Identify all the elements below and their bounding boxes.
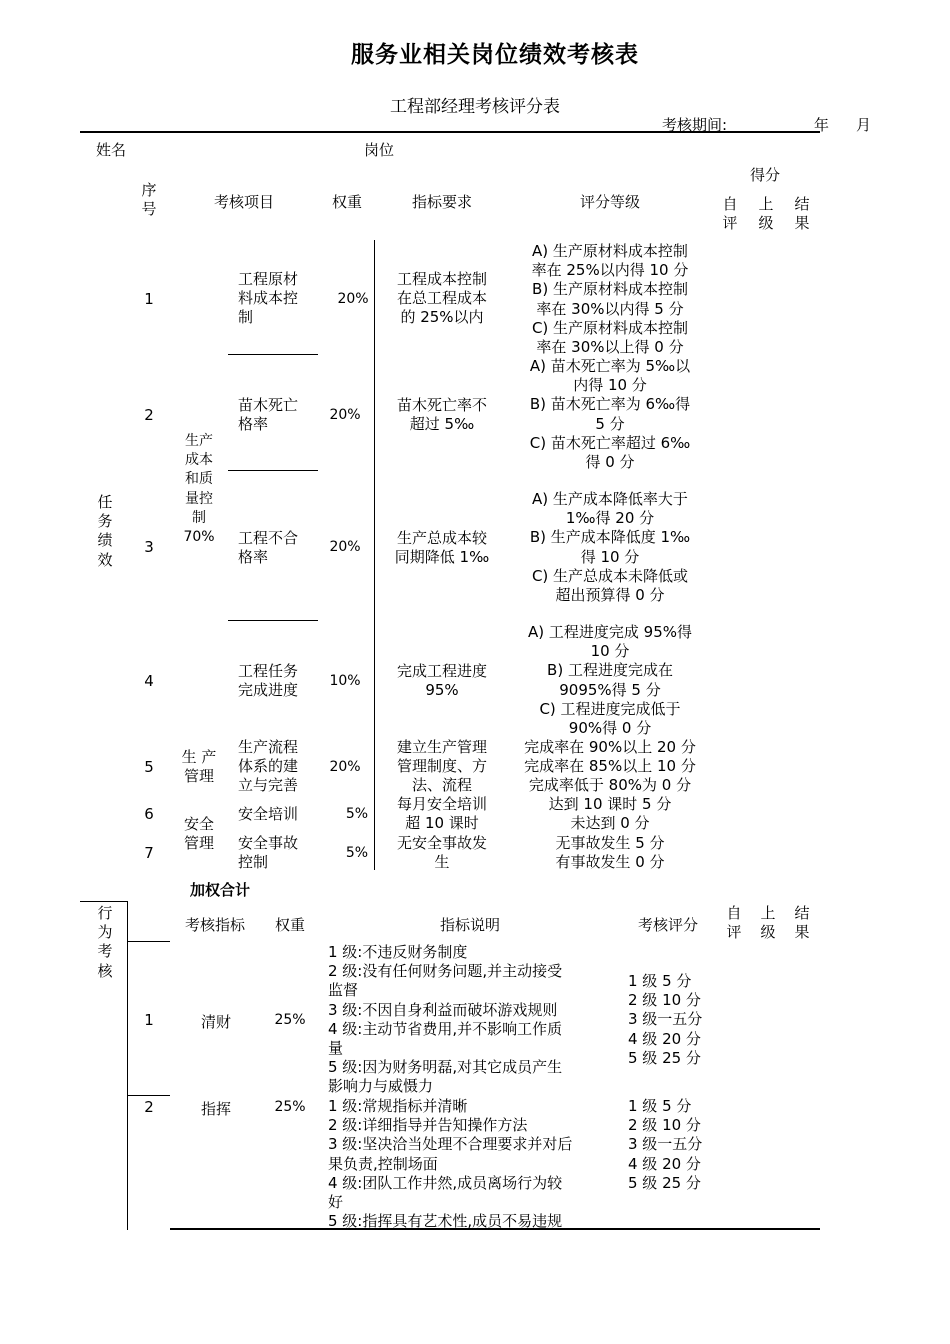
behavior-header-rule (128, 941, 170, 942)
task-row-6-requirement: 每月安全培训 超 10 课时 (396, 795, 487, 833)
task-row-1-seq: 1 (144, 290, 154, 308)
task-row-5-weight: 20% (329, 759, 361, 775)
behavior-row-2-description: 1 级:常规指标并清晰 2 级:详细指导并告知操作方法 3 级:坚决洽当处理不合理要求并对后 果负责,控制场面 4 级:团队工作井然,成员离场行为较 好 5 级:指挥具有艺术性,成员不易违规 (328, 1097, 573, 1231)
row-divider (228, 470, 318, 471)
grade-header: 评分等级 (579, 193, 640, 211)
behavior-row-1-indicator: 清财 (200, 1013, 231, 1031)
task-row-7-grade: 无事故发生 5 分 有事故发生 0 分 (555, 834, 665, 872)
top-rule (80, 131, 820, 133)
behavior-row-1-description: 1 级:不违反财务制度 2 级:没有任何财务问题,并主动接受 监督 3 级:不因自身利益而破坏游戏规则 4 级:主动节省费用,并不影响工作质 量 5 级:因为财务明磊,对其它成员产生 影响力与威慑力 (328, 943, 563, 1096)
task-row-7-item: 安全事故 控制 (238, 834, 299, 872)
seq-header: 序 号 (141, 181, 157, 219)
task-row-5-seq: 5 (144, 758, 154, 776)
task-row-4-grade: A) 工程进度完成 95%得 10 分 B) 工程进度完成在 9095%得 5 分 C) 工程进度完成低于 90%得 0 分 (528, 623, 692, 738)
weighted-total-label: 加权合计 (190, 881, 251, 899)
behavior-row-2-indicator: 指挥 (200, 1100, 231, 1118)
document-title: 服务业相关岗位绩效考核表 (351, 41, 639, 68)
group-production-management: 生 产 管理 (181, 748, 217, 786)
row-divider (228, 354, 318, 355)
task-performance-label: 任 务 绩 效 (97, 493, 113, 569)
task-row-5-item: 生产流程 体系的建 立与完善 (238, 738, 299, 795)
behavior-top-rule (80, 901, 128, 902)
behavior-left-border (127, 901, 128, 1230)
task-row-7-weight: 5% (345, 845, 369, 861)
behavior-superior-header: 上 级 (760, 904, 776, 942)
group-safety-management: 安全 管理 (183, 815, 214, 853)
task-row-2-seq: 2 (144, 406, 154, 424)
task-row-7-seq: 7 (144, 844, 154, 862)
period-year: 年 (814, 116, 830, 134)
behavior-row-1-rating: 1 级 5 分 2 级 10 分 3 级一五分 4 级 20 分 5 级 25 分 (628, 972, 703, 1067)
task-row-2-weight: 20% (329, 407, 361, 423)
table-subtitle: 工程部经理考核评分表 (390, 97, 560, 117)
behavior-description-header: 指标说明 (439, 916, 500, 934)
task-row-3-requirement: 生产总成本较 同期降低 1‰ (394, 529, 490, 567)
task-row-1-item: 工程原材 料成本控 制 (238, 270, 299, 327)
behavior-row-2-seq: 2 (144, 1098, 154, 1116)
task-row-3-weight: 20% (329, 539, 361, 555)
task-row-3-seq: 3 (144, 538, 154, 556)
task-row-6-grade: 达到 10 课时 5 分 未达到 0 分 (548, 795, 672, 833)
row-divider (228, 620, 318, 621)
task-row-2-grade: A) 苗木死亡率为 5‰以 内得 10 分 B) 苗木死亡率为 6‰得 5 分 C) 苗木死亡率超过 6‰ 得 0 分 (529, 357, 691, 472)
period-label: 考核期间: (662, 116, 728, 134)
behavior-self-header: 自 评 (726, 904, 742, 942)
superior-score-header: 上 级 (758, 195, 774, 233)
score-group-header: 得分 (749, 166, 780, 184)
result-score-header: 结 果 (794, 195, 810, 233)
task-row-3-item: 工程不合 格率 (238, 529, 299, 567)
task-row-4-requirement: 完成工程进度 95% (396, 662, 487, 700)
task-row-6-seq: 6 (144, 805, 154, 823)
behavior-row-1-weight: 25% (274, 1012, 306, 1028)
self-score-header: 自 评 (722, 195, 738, 233)
task-row-5-grade: 完成率在 90%以上 20 分 完成率在 85%以上 10 分 完成率低于 80%为 0 分 (524, 738, 696, 795)
task-row-1-requirement: 工程成本控制 在总工程成本 的 25%以内 (396, 270, 487, 327)
task-row-7-requirement: 无安全事故发 生 (396, 834, 487, 872)
behavior-row-2-weight: 25% (274, 1099, 306, 1115)
behavior-assessment-label: 行 为 考 核 (97, 904, 113, 980)
task-row-1-weight: 20% (337, 291, 369, 307)
post-label: 岗位 (364, 141, 395, 159)
behavior-indicator-header: 考核指标 (184, 916, 245, 934)
weight-header: 权重 (331, 193, 362, 211)
behavior-weight-header: 权重 (274, 916, 305, 934)
behavior-rating-header: 考核评分 (637, 916, 698, 934)
task-row-2-requirement: 苗木死亡率不 超过 5‰ (396, 396, 487, 434)
task-row-4-seq: 4 (144, 672, 154, 690)
task-row-4-weight: 10% (329, 673, 361, 689)
name-label: 姓名 (96, 141, 127, 159)
requirement-divider (374, 240, 375, 870)
behavior-row-rule (128, 1095, 170, 1096)
period-month: 月 (856, 116, 872, 134)
task-row-6-weight: 5% (345, 806, 369, 822)
group-production-cost-quality: 生产 成本 和质 量控 制 70% (183, 433, 215, 546)
behavior-row-2-rating: 1 级 5 分 2 级 10 分 3 级一五分 4 级 20 分 5 级 25 分 (628, 1097, 703, 1192)
task-row-3-grade: A) 生产成本降低率大于 1‰得 20 分 B) 生产成本降低度 1‰ 得 10 分 C) 生产总成本未降低或 超出预算得 0 分 (529, 490, 691, 605)
task-row-5-requirement: 建立生产管理 管理制度、方 法、流程 (396, 738, 487, 795)
item-header: 考核项目 (213, 193, 274, 211)
behavior-row-1-seq: 1 (144, 1011, 154, 1029)
task-row-6-item: 安全培训 (238, 805, 299, 823)
behavior-result-header: 结 果 (794, 904, 810, 942)
task-row-2-item: 苗木死亡 格率 (238, 396, 299, 434)
requirement-header: 指标要求 (411, 193, 472, 211)
task-row-1-grade: A) 生产原材料成本控制 率在 25%以内得 10 分 B) 生产原材料成本控制 率在 30%以内得 5 分 C) 生产原材料成本控制 率在 30%以上得 0 分 (531, 242, 689, 357)
task-row-4-item: 工程任务 完成进度 (238, 662, 299, 700)
